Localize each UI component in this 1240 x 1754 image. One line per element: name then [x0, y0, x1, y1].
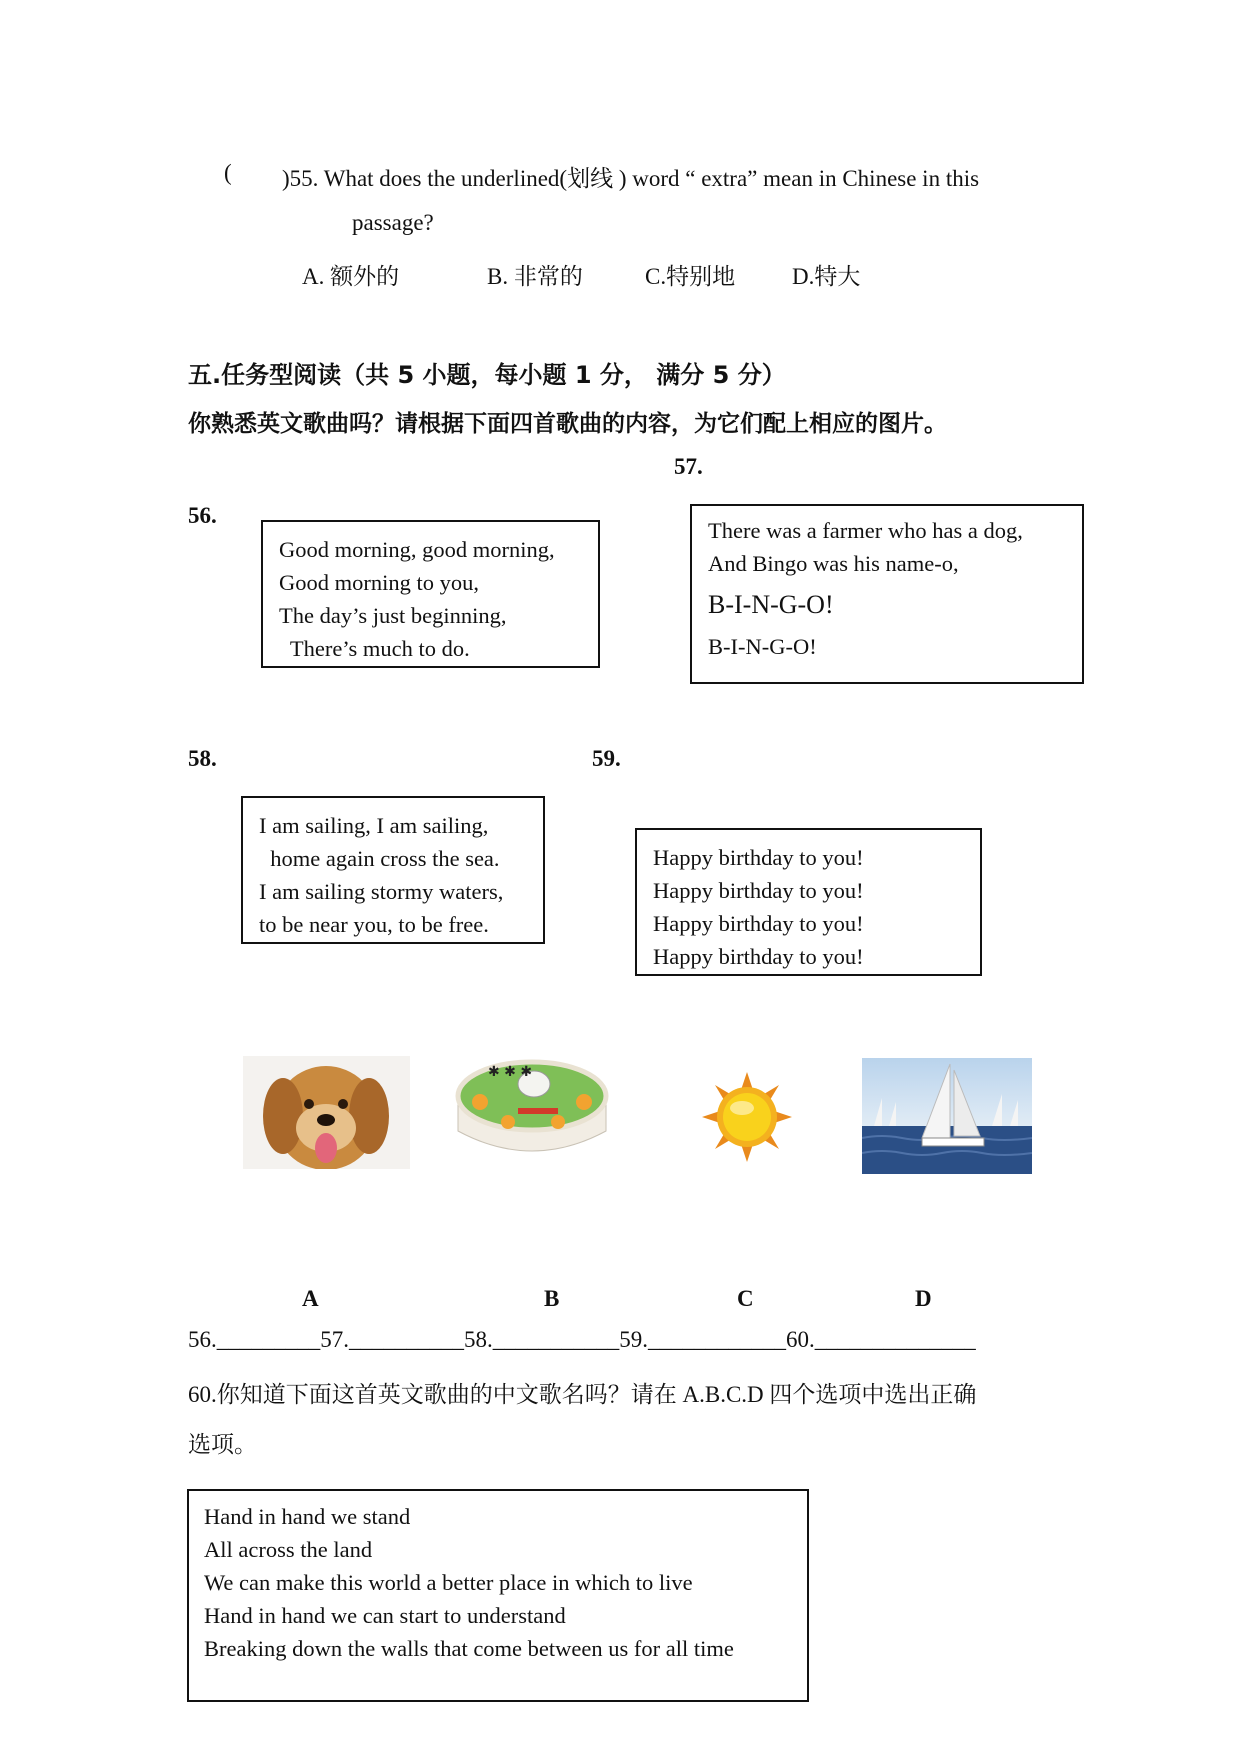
lyric-line: to be near you, to be free.: [259, 912, 489, 937]
lyric-line: Happy birthday to you!: [653, 944, 864, 969]
song-58-box: [241, 796, 545, 944]
song-57-number: 57.: [674, 454, 703, 479]
cake-picture: [448, 1046, 616, 1166]
picture-label-d: D: [915, 1286, 932, 1311]
lyric-line: B-I-N-G-O!: [708, 590, 834, 619]
lyric-line: Hand in hand we stand: [204, 1504, 411, 1529]
lyric-line: I am sailing stormy waters,: [259, 879, 504, 904]
lyric-line: We can make this world a better place in which to live: [204, 1570, 693, 1595]
lyric-line: I am sailing, I am sailing,: [259, 813, 489, 838]
lyric-line: Hand in hand we can start to understand: [204, 1603, 566, 1628]
sun-picture: [700, 1070, 794, 1164]
song-56-box: [261, 520, 600, 668]
lyric-line: Happy birthday to you!: [653, 845, 864, 870]
lyric-line: All across the land: [204, 1537, 373, 1562]
song-57-box: [690, 504, 1084, 684]
q55-option-a: A. 额外的: [302, 264, 400, 289]
lyric-line: Happy birthday to you!: [653, 878, 864, 903]
answer-paren: (: [224, 160, 232, 185]
picture-label-c: C: [737, 1286, 754, 1311]
q60-line2: 选项。: [188, 1432, 257, 1457]
picture-label-a: A: [302, 1286, 319, 1311]
q55-option-b: B. 非常的: [487, 264, 583, 289]
svg-text:✱ ✱ ✱: ✱ ✱ ✱: [488, 1064, 533, 1080]
sailboat-picture: [862, 1058, 1032, 1174]
lyric-line: The day’s just beginning,: [279, 603, 507, 628]
answer-blanks-line[interactable]: 56._________57.__________58.___________59.____________60.______________: [188, 1327, 976, 1352]
lyric-line: Good morning, good morning,: [279, 537, 555, 562]
section-title: 五.任务型阅读（共 5 小题，每小题 1 分， 满分 5 分）: [188, 361, 786, 389]
q55-line2: passage?: [352, 210, 434, 235]
song-58-number: 58.: [188, 746, 217, 771]
q60-lyrics-box: [187, 1489, 809, 1702]
lyric-line: home again cross the sea.: [259, 846, 500, 871]
picture-label-b: B: [544, 1286, 560, 1311]
lyric-line: There’s much to do.: [279, 636, 470, 661]
lyric-line: Happy birthday to you!: [653, 911, 864, 936]
section-instruction: 你熟悉英文歌曲吗？请根据下面四首歌曲的内容，为它们配上相应的图片。: [188, 411, 947, 437]
q55-option-d: D.特大: [792, 264, 861, 289]
lyric-line: Breaking down the walls that come between us for all time: [204, 1636, 734, 1661]
q55-line1: )55. What does the underlined(划线 ) word “ extra” mean in Chinese in this: [282, 166, 980, 191]
dog-picture: [243, 1056, 410, 1169]
lyric-line: There was a farmer who has a dog,: [708, 518, 1023, 543]
q55-option-c: C.特别地: [645, 264, 736, 289]
lyric-line: Good morning to you,: [279, 570, 479, 595]
lyric-line: B-I-N-G-O!: [708, 634, 817, 659]
song-59-number: 59.: [592, 746, 621, 771]
song-56-number: 56.: [188, 503, 217, 528]
lyric-line: And Bingo was his name-o,: [708, 551, 959, 576]
q60-line1: 60.你知道下面这首英文歌曲的中文歌名吗？请在 A.B.C.D 四个选项中选出正确: [188, 1382, 977, 1407]
song-59-box: [635, 828, 982, 976]
